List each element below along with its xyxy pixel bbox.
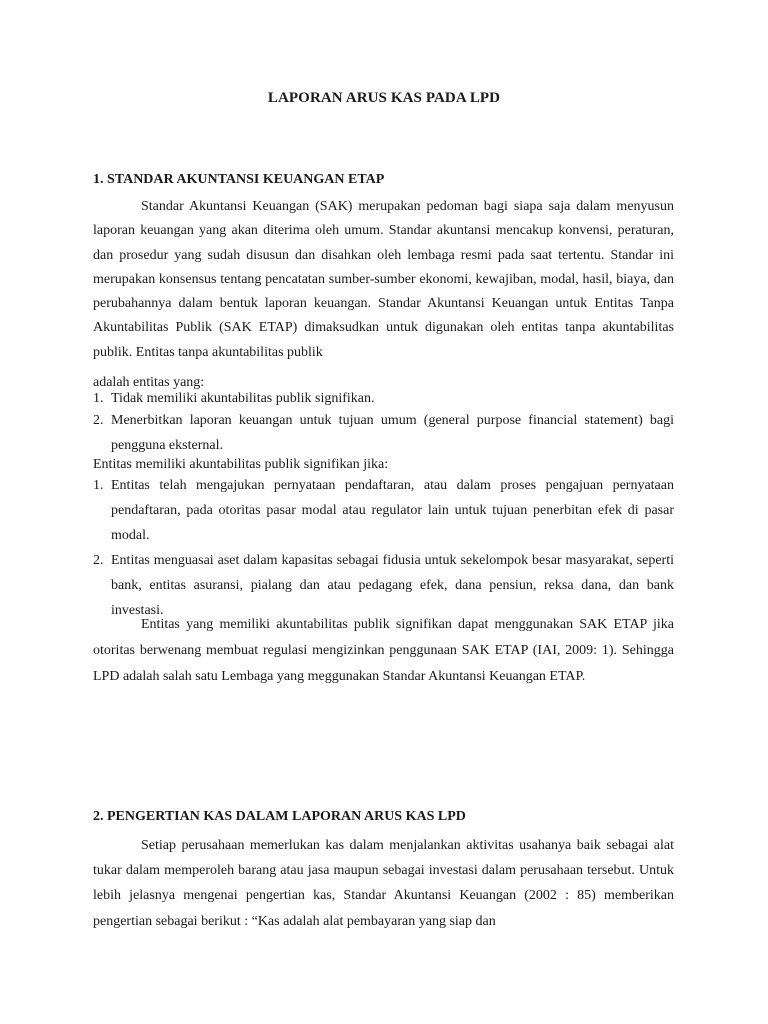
section-1-paragraph: Standar Akuntansi Keuangan (SAK) merupakan pedoman bagi siapa saja dalam menyusun laporan keuangan yang akan diterima oleh umum. Standar akuntansi mencakup konvensi, peraturan, dan prosedur yang sudah disusun dan disahkan oleh lembaga resmi pada saat tertentu. Standar ini merupakan konsensus tentang pencatatan sumber-sumber ekonomi, kewajiban, modal, hasil, biaya, dan perubahannya dalam bentuk laporan keuangan. Standar Akuntansi Keuangan untuk Entitas Tanpa Akuntabilitas Publik (SAK ETAP) dimaksudkan untuk digunakan oleh entitas tanpa akuntabilitas publik. Entitas tanpa akuntabilitas publik <box>93 199 674 360</box>
list-item <box>93 391 674 407</box>
list-2-intro: Entitas memiliki akuntabilitas publik signifikan jika: <box>93 457 389 472</box>
list-item-number: 2. <box>93 413 104 428</box>
section-1-list-1-block <box>93 375 674 458</box>
section-1-closing-paragraph: Entitas yang memiliki akuntabilitas publik signifikan dapat menggunakan SAK ETAP jika otoritas berwenang membuat regulasi mengizinkan penggunaan SAK ETAP (IAI, 2009: 1). Sehingga LPD adalah salah satu Lembaga yang meggunakan Standar Akuntansi Keuangan ETAP. <box>93 617 674 684</box>
section-1-body <box>93 195 674 365</box>
section-2-paragraph: Setiap perusahaan memerlukan kas dalam menjalankan aktivitas usahanya baik sebagai alat tukar dalam memperoleh barang atau jasa maupun sebagai investasi dalam perusahaan tersebut. Untuk lebih jelasnya mengenai pengertian kas, Standar Akuntansi Keuangan (2002 : 85) memberikan pengertian sebagai berikut : “Kas adalah alat pembayaran yang siap dan <box>93 838 674 929</box>
section-1-closing-block <box>93 612 674 690</box>
list-item <box>93 473 674 548</box>
section-2-heading: 2. PENGERTIAN KAS DALAM LAPORAN ARUS KAS LPD <box>93 809 466 824</box>
list-item-number: 2. <box>93 553 104 568</box>
list-1-intro: adalah entitas yang: <box>93 375 205 390</box>
section-1-heading: 1. STANDAR AKUNTANSI KEUANGAN ETAP <box>93 172 385 187</box>
list-item-text: Entitas telah mengajukan pernyataan pendaftaran, atau dalam proses pengajuan pernyataan pendaftaran, pada otoritas pasar modal atau regulator lain untuk tujuan penerbitan efek di pasar modal. <box>111 478 674 543</box>
list-item-text: Entitas menguasai aset dalam kapasitas sebagai fidusia untuk sekelompok besar masyarakat, seperti bank, entitas asuransi, pialang dan atau pedagang efek, dana pensiun, reksa dana, dan bank investasi. <box>111 553 674 618</box>
list-item-number: 1. <box>93 391 104 406</box>
list-1 <box>93 391 674 458</box>
section-2-body <box>93 833 674 934</box>
list-item-text: Tidak memiliki akuntabilitas publik signifikan. <box>111 391 375 406</box>
list-item <box>93 409 674 458</box>
list-2 <box>93 473 674 623</box>
list-item-text: Menerbitkan laporan keuangan untuk tujuan umum (general purpose financial statement) bagi pengguna eksternal. <box>111 413 674 453</box>
list-item-number: 1. <box>93 478 104 493</box>
section-1-list-2-block <box>93 457 674 623</box>
document-title: LAPORAN ARUS KAS PADA LPD <box>267 90 501 106</box>
